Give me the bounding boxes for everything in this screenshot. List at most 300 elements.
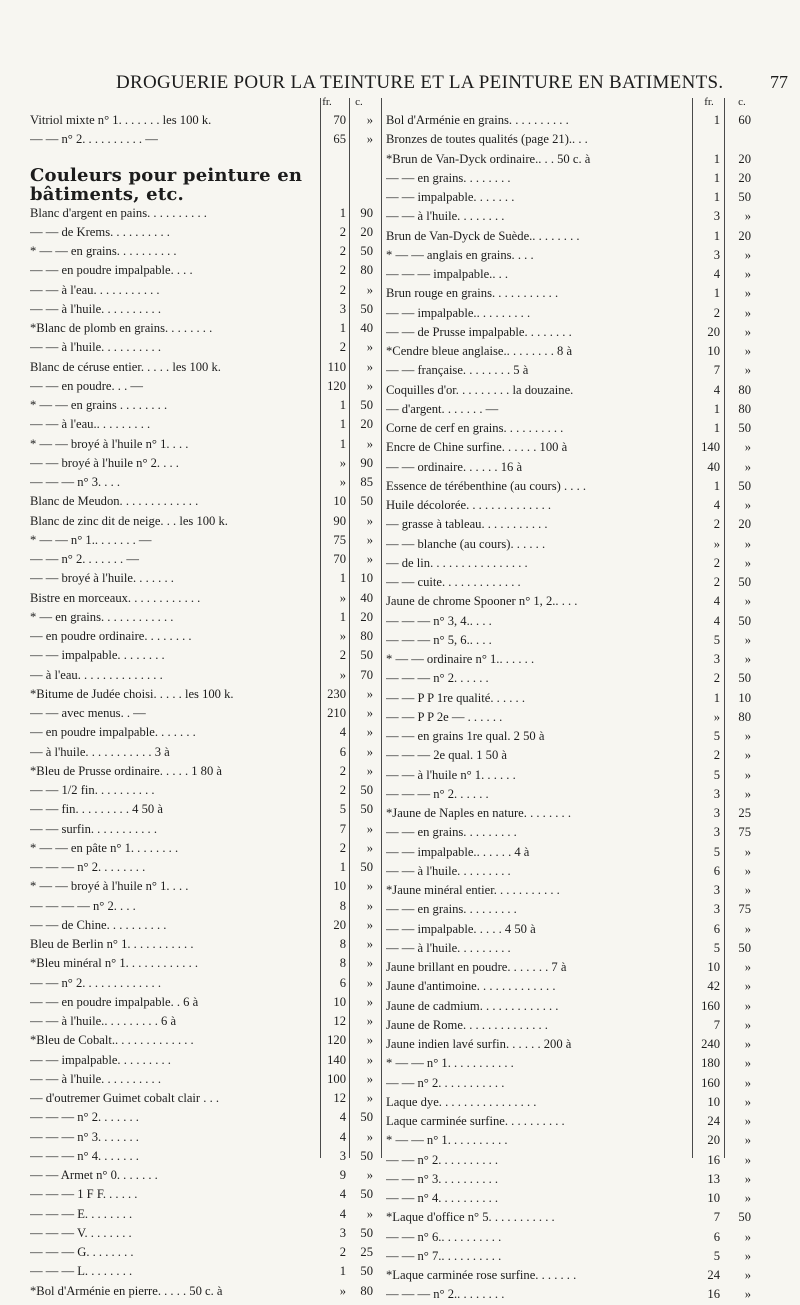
item-description: — — française. . . . . . . . 5 à bbox=[386, 363, 529, 378]
price-francs: 1 bbox=[339, 609, 346, 624]
price-centimes: » bbox=[744, 324, 751, 339]
price-francs: 210 bbox=[327, 706, 346, 720]
price-centimes: » bbox=[366, 1033, 373, 1048]
price-row bbox=[386, 130, 758, 149]
price-francs: 2 bbox=[713, 517, 720, 532]
item-description: — — — n° 2.. . . . . . . . bbox=[386, 1287, 505, 1302]
price-centimes: 50 bbox=[360, 648, 373, 663]
item-description: Bol d'Arménie en grains. . . . . . . . . . bbox=[386, 113, 569, 127]
price-francs: 5 bbox=[713, 844, 720, 859]
price-row bbox=[30, 435, 384, 454]
price-row bbox=[30, 993, 384, 1012]
price-centimes: 50 bbox=[360, 1110, 373, 1125]
price-row bbox=[30, 627, 384, 646]
price-francs: 7 bbox=[713, 363, 720, 378]
left-column-rule-2 bbox=[349, 98, 350, 1158]
price-centimes: 50 bbox=[738, 421, 751, 435]
price-row bbox=[386, 1208, 758, 1227]
item-description: — — — E. . . . . . . . bbox=[30, 1206, 133, 1221]
item-description: — — n° 7.. . . . . . . . . . bbox=[386, 1248, 502, 1263]
spacer bbox=[30, 150, 384, 164]
price-francs: 140 bbox=[701, 440, 720, 455]
price-centimes: » bbox=[366, 686, 373, 701]
price-row bbox=[30, 1089, 384, 1108]
price-francs: 230 bbox=[327, 686, 346, 701]
right-fr-label: fr. bbox=[704, 96, 714, 108]
item-description: — — — n° 3, 4.. . . . bbox=[386, 613, 492, 628]
price-centimes: 20 bbox=[738, 170, 751, 185]
page-number: 77 bbox=[770, 72, 788, 92]
price-centimes: 50 bbox=[360, 398, 373, 412]
price-row bbox=[386, 1035, 758, 1054]
price-row bbox=[30, 1070, 384, 1089]
price-row bbox=[30, 1262, 384, 1281]
price-francs: 42 bbox=[707, 979, 720, 994]
price-row bbox=[30, 589, 384, 608]
price-francs: 4 bbox=[339, 1110, 346, 1125]
price-row bbox=[30, 1147, 384, 1166]
right-c-label: c. bbox=[738, 96, 746, 108]
price-francs: 3 bbox=[339, 1148, 346, 1163]
item-description: *Laque d'office n° 5. . . . . . . . . . . bbox=[386, 1210, 555, 1225]
price-row bbox=[386, 977, 758, 996]
item-description: Encre de Chine surfine. . . . . . 100 à bbox=[386, 440, 568, 455]
price-centimes: » bbox=[366, 1071, 373, 1086]
price-centimes: » bbox=[744, 1268, 751, 1282]
price-centimes: 40 bbox=[360, 321, 373, 335]
price-row bbox=[386, 207, 758, 226]
price-francs: 1 bbox=[339, 1264, 346, 1279]
price-centimes: » bbox=[366, 359, 373, 374]
price-row bbox=[386, 227, 758, 246]
price-row bbox=[30, 377, 384, 396]
price-row bbox=[30, 762, 384, 781]
price-centimes: » bbox=[366, 763, 373, 778]
price-row bbox=[30, 1243, 384, 1262]
item-description: Jaune d'antimoine. . . . . . . . . . . . . bbox=[386, 979, 556, 994]
price-centimes: 20 bbox=[360, 417, 373, 432]
price-centimes: » bbox=[744, 267, 751, 281]
price-francs: 1 bbox=[339, 860, 346, 874]
price-centimes: » bbox=[366, 898, 373, 913]
price-centimes: 50 bbox=[360, 1264, 373, 1279]
item-description: — — à l'huile. . . . . . . . . . bbox=[30, 301, 161, 316]
price-centimes: » bbox=[744, 786, 751, 801]
price-francs: 2 bbox=[339, 224, 346, 239]
price-francs: 5 bbox=[713, 632, 720, 647]
item-description: — — — impalpable.. . . bbox=[386, 267, 509, 281]
price-row bbox=[386, 746, 758, 765]
item-description: — — en poudre. . . — bbox=[30, 378, 143, 393]
item-description: * — — n° 1. . . . . . . . . . bbox=[386, 1133, 508, 1148]
price-centimes: 50 bbox=[738, 671, 751, 686]
price-francs: 3 bbox=[339, 301, 346, 316]
price-row bbox=[30, 454, 384, 473]
price-centimes: » bbox=[366, 1052, 373, 1067]
item-description: — — — n° 2. . . . . . . bbox=[30, 1110, 139, 1125]
price-row bbox=[30, 800, 384, 819]
price-francs: 7 bbox=[713, 1210, 720, 1225]
item-description: — — P P 1re qualité. . . . . . bbox=[386, 690, 525, 705]
item-description: — — — L. . . . . . . . bbox=[30, 1264, 133, 1279]
price-francs: 16 bbox=[707, 1287, 720, 1302]
price-francs: 180 bbox=[701, 1056, 720, 1071]
item-description: — — — 2e qual. 1 50 à bbox=[386, 748, 508, 763]
price-francs: 75 bbox=[333, 532, 346, 547]
price-centimes: » bbox=[744, 440, 751, 455]
price-centimes: » bbox=[366, 1168, 373, 1182]
column-divider-rule bbox=[381, 98, 382, 1158]
price-centimes: 20 bbox=[738, 151, 751, 166]
right-column-rule-1 bbox=[692, 98, 693, 1158]
price-centimes: 50 bbox=[738, 190, 751, 204]
price-centimes: » bbox=[744, 1133, 751, 1148]
price-centimes: » bbox=[366, 552, 373, 566]
price-francs: 10 bbox=[333, 994, 346, 1009]
price-centimes: » bbox=[744, 1152, 751, 1167]
price-francs: 6 bbox=[713, 921, 720, 936]
price-row bbox=[30, 130, 384, 149]
item-description: — — n° 6.. . . . . . . . . . bbox=[386, 1229, 502, 1244]
price-francs: 2 bbox=[339, 648, 346, 663]
price-centimes: 50 bbox=[738, 940, 751, 955]
item-description: * — — en grains. . . . . . . . . . bbox=[30, 244, 177, 258]
price-centimes: » bbox=[744, 998, 751, 1013]
price-centimes: 50 bbox=[738, 575, 751, 589]
item-description: — — n° 2. . . . . . . . . . . . . bbox=[30, 975, 161, 990]
price-row bbox=[30, 319, 384, 338]
item-description: * — — anglais en grains. . . . bbox=[386, 247, 534, 262]
price-francs: 4 bbox=[339, 1129, 346, 1144]
price-row bbox=[386, 246, 758, 265]
price-centimes: » bbox=[744, 459, 751, 474]
item-description: *Bitume de Judée choisi. . . . . les 100 k. bbox=[30, 686, 234, 701]
left-c-label: c. bbox=[355, 96, 363, 108]
item-description: — — en grains. . . . . . . . bbox=[386, 170, 511, 185]
price-row bbox=[30, 531, 384, 550]
item-description: * — — ordinaire n° 1.. . . . . . bbox=[386, 652, 535, 666]
price-row bbox=[30, 242, 384, 261]
item-description: Jaune de Rome. . . . . . . . . . . . . . bbox=[386, 1017, 548, 1032]
price-row bbox=[30, 281, 384, 300]
item-description: — — impalpable.. . . . . . . . . bbox=[386, 305, 531, 320]
price-row bbox=[30, 204, 384, 223]
price-row bbox=[386, 188, 758, 207]
price-francs: 10 bbox=[707, 1191, 720, 1205]
item-description: — — en poudre impalpable. . 6 à bbox=[30, 994, 199, 1009]
price-centimes: » bbox=[744, 1075, 751, 1090]
item-description: Brun de Van-Dyck de Suède.. . . . . . . . bbox=[386, 228, 580, 243]
price-francs: 9 bbox=[339, 1168, 346, 1182]
price-centimes: » bbox=[744, 498, 751, 512]
item-description: *Bleu de Prusse ordinaire. . . . . 1 80 à bbox=[30, 763, 223, 778]
item-description: — — — 1 F F. . . . . . bbox=[30, 1187, 138, 1202]
price-centimes: » bbox=[366, 725, 373, 740]
price-row bbox=[386, 1112, 758, 1131]
price-centimes: 50 bbox=[360, 301, 373, 316]
left-fr-label: fr. bbox=[322, 96, 332, 108]
item-description: — — — G. . . . . . . . bbox=[30, 1245, 134, 1259]
price-row bbox=[386, 1285, 758, 1304]
price-centimes: » bbox=[744, 594, 751, 609]
price-row bbox=[386, 920, 758, 939]
price-francs: 65 bbox=[333, 132, 346, 147]
price-row bbox=[30, 839, 384, 858]
item-description: * — — broyé à l'huile n° 1. . . . bbox=[30, 879, 189, 894]
price-centimes: » bbox=[366, 917, 373, 932]
price-francs: 40 bbox=[707, 459, 720, 474]
price-francs: 2 bbox=[713, 575, 720, 589]
price-francs: 140 bbox=[327, 1052, 346, 1067]
price-centimes: 25 bbox=[738, 806, 751, 820]
price-row bbox=[386, 1266, 758, 1285]
price-centimes: » bbox=[744, 1114, 751, 1128]
price-row bbox=[30, 1166, 384, 1185]
price-row bbox=[30, 666, 384, 685]
price-francs: 13 bbox=[707, 1171, 720, 1186]
price-francs: 1 bbox=[339, 205, 346, 220]
item-description: — — — n° 2. . . . . . . . bbox=[30, 860, 146, 874]
section-title: Couleurs pour peinture en bâtiments, etc. bbox=[30, 164, 303, 204]
item-description: — — surfin. . . . . . . . . . . bbox=[30, 821, 157, 836]
price-row bbox=[386, 111, 758, 130]
price-francs: 1 bbox=[713, 690, 720, 705]
price-row bbox=[30, 723, 384, 742]
price-francs: 3 bbox=[713, 825, 720, 840]
price-francs: 10 bbox=[707, 1094, 720, 1109]
price-centimes: » bbox=[744, 247, 751, 262]
item-description: *Brun de Van-Dyck ordinaire.. . . 50 c. à bbox=[386, 151, 591, 166]
price-row bbox=[386, 1247, 758, 1266]
item-description: Jaune de chrome Spooner n° 1, 2.. . . . bbox=[386, 594, 578, 609]
price-row bbox=[386, 631, 758, 650]
item-description: Essence de térébenthine (au cours) . . . . bbox=[386, 478, 587, 493]
price-row bbox=[30, 569, 384, 588]
price-francs: 160 bbox=[701, 998, 720, 1013]
price-centimes: » bbox=[744, 363, 751, 378]
item-description: — — blanche (au cours). . . . . . bbox=[386, 536, 546, 551]
item-description: — — ordinaire. . . . . . 16 à bbox=[386, 459, 523, 474]
price-francs: 1 bbox=[713, 228, 720, 243]
price-row bbox=[30, 1012, 384, 1031]
price-row bbox=[30, 223, 384, 242]
price-francs: 20 bbox=[707, 324, 720, 339]
item-description: — — avec menus. . — bbox=[30, 706, 146, 720]
price-centimes: » bbox=[744, 979, 751, 994]
item-description: — — à l'huile. . . . . . . . . bbox=[386, 863, 511, 878]
price-row bbox=[30, 415, 384, 434]
price-centimes: » bbox=[744, 305, 751, 320]
price-row bbox=[386, 881, 758, 900]
price-francs: 5 bbox=[713, 729, 720, 743]
item-description: — — impalpable. . . . . 4 50 à bbox=[386, 921, 536, 936]
item-description: — — — — n° 2. . . . bbox=[30, 898, 136, 913]
price-row bbox=[386, 284, 758, 303]
price-row bbox=[30, 916, 384, 935]
price-centimes: 50 bbox=[360, 244, 373, 258]
price-row bbox=[386, 169, 758, 188]
price-row bbox=[386, 150, 758, 169]
price-francs: 8 bbox=[339, 956, 346, 971]
item-description: Jaune indien lavé surfin. . . . . . 200 à bbox=[386, 1037, 572, 1051]
right-price-list bbox=[386, 111, 758, 1305]
price-centimes: 80 bbox=[738, 709, 751, 724]
item-description: * — — en pâte n° 1. . . . . . . . bbox=[30, 840, 179, 855]
price-centimes: 50 bbox=[738, 613, 751, 628]
price-row bbox=[30, 608, 384, 627]
price-centimes: » bbox=[366, 113, 373, 127]
item-description: *Jaune minéral entier. . . . . . . . . . . bbox=[386, 883, 560, 897]
price-row bbox=[386, 997, 758, 1016]
price-row bbox=[386, 265, 758, 284]
price-francs: 4 bbox=[713, 498, 720, 512]
price-francs: 4 bbox=[713, 267, 720, 281]
item-description: Jaune brillant en poudre. . . . . . . 7 à bbox=[386, 960, 567, 974]
price-centimes: » bbox=[366, 1091, 373, 1105]
price-francs: 7 bbox=[339, 821, 346, 836]
price-row bbox=[30, 1108, 384, 1127]
item-description: — d'outremer Guimet cobalt clair . . . bbox=[30, 1091, 220, 1105]
price-centimes: » bbox=[366, 132, 373, 147]
price-francs: 70 bbox=[333, 113, 346, 127]
price-centimes: » bbox=[744, 652, 751, 666]
item-description: — — n° 2. . . . . . . — bbox=[30, 552, 139, 566]
item-description: Brun rouge en grains. . . . . . . . . . . bbox=[386, 286, 559, 301]
right-price-column bbox=[386, 95, 758, 1305]
item-description: — — — n° 4. . . . . . . bbox=[30, 1148, 139, 1163]
price-centimes: » bbox=[366, 1014, 373, 1028]
price-francs: » bbox=[339, 475, 346, 489]
item-description: Bistre en morceaux. . . . . . . . . . . . bbox=[30, 590, 201, 605]
item-description: Blanc d'argent en pains. . . . . . . . . . bbox=[30, 205, 207, 220]
price-row bbox=[386, 785, 758, 804]
price-row bbox=[386, 573, 758, 592]
price-francs: 1 bbox=[339, 398, 346, 412]
price-francs: 10 bbox=[333, 494, 346, 509]
item-description: — — n° 2. . . . . . . . . . — bbox=[30, 132, 158, 147]
price-francs: 1 bbox=[713, 478, 720, 493]
price-row bbox=[30, 1205, 384, 1224]
price-row bbox=[386, 804, 758, 823]
item-description: — en poudre ordinaire. . . . . . . . bbox=[30, 629, 192, 643]
price-francs: » bbox=[339, 455, 346, 470]
price-centimes: 50 bbox=[360, 802, 373, 817]
price-centimes: » bbox=[744, 1056, 751, 1071]
price-francs: 10 bbox=[707, 960, 720, 974]
price-francs: 6 bbox=[339, 744, 346, 759]
price-row bbox=[386, 592, 758, 611]
price-row bbox=[386, 843, 758, 862]
price-francs: 24 bbox=[707, 1114, 720, 1128]
item-description: — — en grains 1re qual. 2 50 à bbox=[386, 729, 545, 743]
price-francs: 4 bbox=[713, 613, 720, 628]
price-centimes: » bbox=[366, 340, 373, 355]
price-francs: 12 bbox=[333, 1014, 346, 1028]
price-row bbox=[30, 300, 384, 319]
price-francs: 160 bbox=[701, 1075, 720, 1090]
price-row bbox=[30, 512, 384, 531]
price-francs: 3 bbox=[713, 247, 720, 262]
price-centimes: » bbox=[744, 1017, 751, 1032]
item-description: — — n° 3. . . . . . . . . . bbox=[386, 1171, 499, 1186]
item-description: — — à l'huile. . . . . . . . . bbox=[386, 940, 511, 955]
price-francs: 24 bbox=[707, 1268, 720, 1282]
price-francs: » bbox=[713, 536, 720, 551]
price-row bbox=[386, 766, 758, 785]
price-francs: 12 bbox=[333, 1091, 346, 1105]
left-column-header bbox=[30, 95, 384, 111]
price-francs: 6 bbox=[339, 975, 346, 990]
item-description: * — — broyé à l'huile n° 1. . . . bbox=[30, 436, 189, 451]
price-row bbox=[386, 304, 758, 323]
item-description: * — — n° 1.. . . . . . . — bbox=[30, 532, 152, 547]
item-description: — — en grains. . . . . . . . . bbox=[386, 825, 517, 840]
price-francs: » bbox=[339, 629, 346, 643]
price-centimes: » bbox=[366, 879, 373, 894]
item-description: — — — n° 3. . . . . . . bbox=[30, 1129, 139, 1144]
price-centimes: » bbox=[744, 209, 751, 224]
price-row bbox=[30, 704, 384, 723]
price-row bbox=[386, 458, 758, 477]
price-centimes: 50 bbox=[360, 1225, 373, 1240]
price-centimes: » bbox=[366, 513, 373, 528]
price-francs: 4 bbox=[339, 1187, 346, 1202]
price-row bbox=[386, 1016, 758, 1035]
price-centimes: » bbox=[744, 1287, 751, 1302]
item-description: — — broyé à l'huile n° 2. . . . bbox=[30, 455, 179, 470]
price-centimes: 50 bbox=[738, 478, 751, 493]
price-francs: 8 bbox=[339, 937, 346, 951]
price-row bbox=[386, 554, 758, 573]
price-francs: 2 bbox=[713, 305, 720, 320]
price-francs: 2 bbox=[713, 671, 720, 686]
price-centimes: 75 bbox=[738, 825, 751, 840]
price-centimes: 20 bbox=[360, 224, 373, 239]
item-description: — à l'eau. . . . . . . . . . . . . . bbox=[30, 667, 163, 682]
price-row bbox=[30, 1185, 384, 1204]
item-description: Bronzes de toutes qualités (page 21).. . . bbox=[386, 132, 588, 147]
item-description: Laque carminée surfine. . . . . . . . . . bbox=[386, 1114, 565, 1128]
price-francs: 2 bbox=[339, 840, 346, 855]
price-row bbox=[30, 685, 384, 704]
item-description: — — Armet n° 0. . . . . . . bbox=[30, 1168, 158, 1182]
item-description: Corne de cerf en grains. . . . . . . . . . bbox=[386, 421, 564, 435]
price-row bbox=[30, 897, 384, 916]
item-description: — — à l'huile. . . . . . . . bbox=[386, 209, 505, 224]
price-row bbox=[30, 646, 384, 665]
price-centimes: » bbox=[366, 378, 373, 393]
price-centimes: 80 bbox=[738, 401, 751, 416]
price-francs: » bbox=[713, 709, 720, 724]
price-centimes: » bbox=[744, 729, 751, 743]
price-row bbox=[386, 1074, 758, 1093]
item-description: * — — n° 1. . . . . . . . . . . bbox=[386, 1056, 514, 1071]
price-centimes: » bbox=[744, 921, 751, 936]
price-francs: » bbox=[339, 1283, 346, 1298]
price-centimes: 90 bbox=[360, 205, 373, 220]
price-francs: 1 bbox=[713, 286, 720, 301]
price-francs: 4 bbox=[713, 594, 720, 609]
item-description: Blanc de zinc dit de neige. . . les 100 k. bbox=[30, 513, 228, 528]
price-row bbox=[30, 820, 384, 839]
price-row bbox=[30, 1224, 384, 1243]
price-francs: 1 bbox=[713, 421, 720, 435]
item-description: — — impalpable. . . . . . . . bbox=[30, 648, 165, 663]
price-centimes: » bbox=[744, 1248, 751, 1263]
price-row bbox=[386, 612, 758, 631]
price-francs: 6 bbox=[713, 1229, 720, 1244]
item-description: Blanc de céruse entier. . . . . les 100 k. bbox=[30, 359, 221, 374]
